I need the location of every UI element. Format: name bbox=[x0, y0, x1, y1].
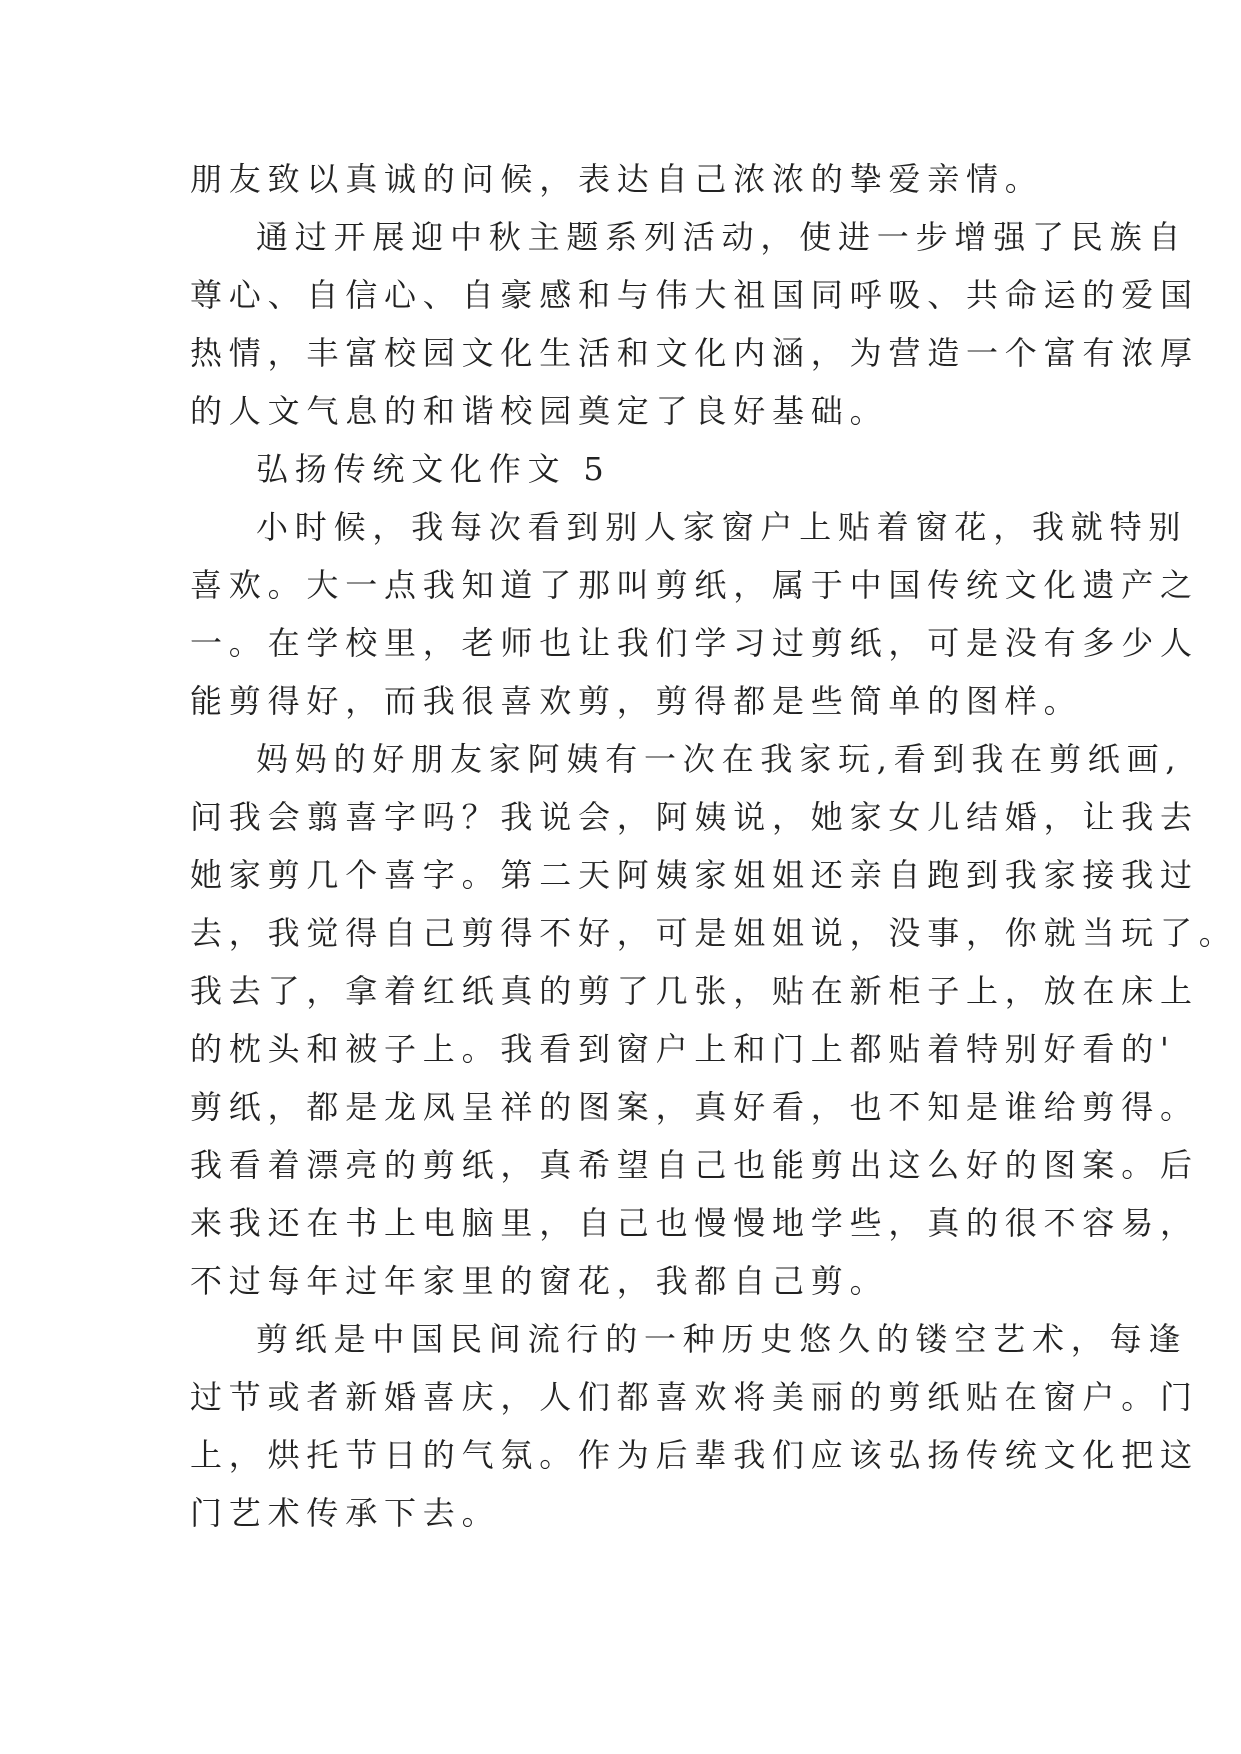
text-line: 喜欢。大一点我知道了那叫剪纸，属于中国传统文化遗产之 bbox=[190, 566, 1199, 604]
text-line: 她家剪几个喜字。第二天阿姨家姐姐还亲自跑到我家接我过 bbox=[190, 856, 1199, 894]
text-line: 去，我觉得自己剪得不好，可是姐姐说，没事，你就当玩了。 bbox=[190, 914, 1238, 952]
text-line: 上，烘托节日的气氛。作为后辈我们应该弘扬传统文化把这 bbox=[190, 1436, 1199, 1474]
paragraph-start-line: 剪纸是中国民间流行的一种历史悠久的镂空艺术，每逢 bbox=[256, 1320, 1188, 1358]
text-line: 的人文气息的和谐校园奠定了良好基础。 bbox=[190, 392, 889, 430]
section-heading: 弘扬传统文化作文 5 bbox=[256, 450, 611, 488]
text-line: 的枕头和被子上。我看到窗户上和门上都贴着特别好看的' bbox=[190, 1030, 1176, 1068]
text-line: 问我会翦喜字吗？我说会，阿姨说，她家女儿结婚，让我去 bbox=[190, 798, 1199, 836]
text-line: 能剪得好，而我很喜欢剪，剪得都是些简单的图样。 bbox=[190, 682, 1083, 720]
text-line: 我去了，拿着红纸真的剪了几张，贴在新柜子上，放在床上 bbox=[190, 972, 1199, 1010]
paragraph-start-line: 通过开展迎中秋主题系列活动，使进一步增强了民族自 bbox=[256, 218, 1188, 256]
text-line: 我看着漂亮的剪纸，真希望自己也能剪出这么好的图案。后 bbox=[190, 1146, 1199, 1184]
paragraph-start-line: 妈妈的好朋友家阿姨有一次在我家玩,看到我在剪纸画, bbox=[256, 740, 1183, 778]
text-line: 过节或者新婚喜庆，人们都喜欢将美丽的剪纸贴在窗户。门 bbox=[190, 1378, 1199, 1416]
document-page bbox=[190, 150, 1238, 1542]
text-line: 一。在学校里，老师也让我们学习过剪纸，可是没有多少人 bbox=[190, 624, 1199, 662]
text-line: 不过每年过年家里的窗花，我都自己剪。 bbox=[190, 1262, 889, 1300]
text-line: 尊心、自信心、自豪感和与伟大祖国同呼吸、共命运的爱国 bbox=[190, 276, 1199, 314]
paragraph-start-line: 小时候，我每次看到别人家窗户上贴着窗花，我就特别 bbox=[256, 508, 1188, 546]
text-line: 朋友致以真诚的问候，表达自己浓浓的挚爱亲情。 bbox=[190, 160, 1044, 198]
text-line: 门艺术传承下去。 bbox=[190, 1494, 501, 1532]
text-line: 来我还在书上电脑里，自己也慢慢地学些，真的很不容易， bbox=[190, 1204, 1199, 1242]
text-line: 热情，丰富校园文化生活和文化内涵，为营造一个富有浓厚 bbox=[190, 334, 1199, 372]
text-line: 剪纸，都是龙凤呈祥的图案，真好看，也不知是谁给剪得。 bbox=[190, 1088, 1199, 1126]
